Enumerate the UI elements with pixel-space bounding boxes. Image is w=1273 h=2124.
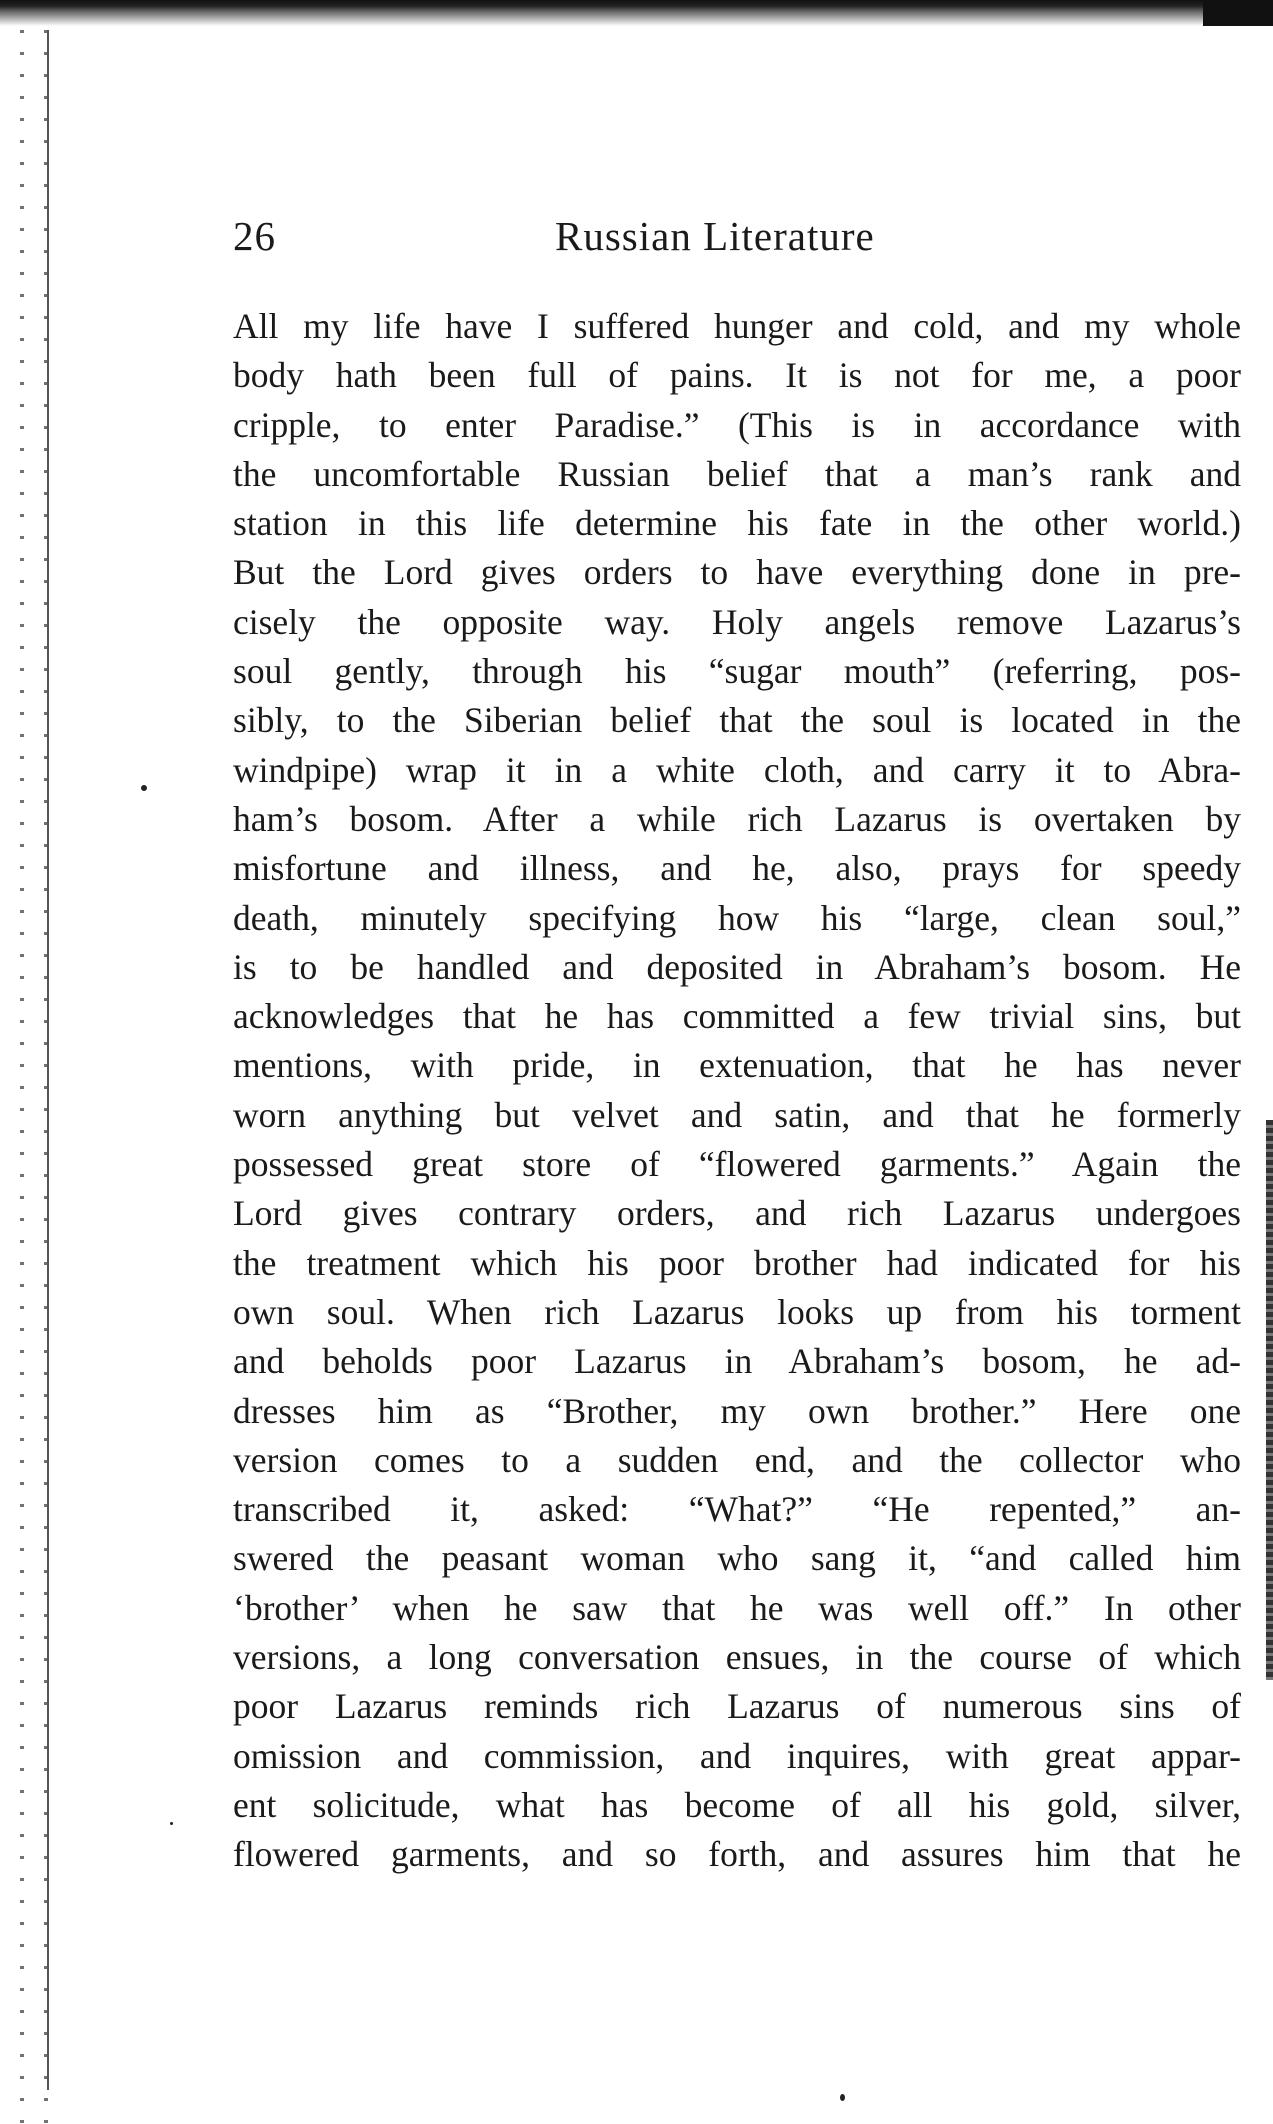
scan-speck: [141, 785, 147, 791]
page-number: 26: [233, 213, 276, 259]
text-line: is to be handled and deposited in Abraham’s bosom. He: [233, 946, 1241, 987]
text-line: acknowledges that he has committed a few trivial sins, but: [233, 996, 1241, 1037]
text-line: misfortune and illness, and he, also, prays for speedy: [233, 848, 1241, 889]
text-line: station in this life determine his fate in the other world.): [233, 503, 1241, 544]
text-line: swered the peasant woman who sang it, “and called him: [233, 1538, 1241, 1579]
text-line: poor Lazarus reminds rich Lazarus of numerous sins of: [233, 1686, 1241, 1727]
text-line: mentions, with pride, in extenuation, that he has never: [233, 1045, 1241, 1086]
text-line: and beholds poor Lazarus in Abraham’s bosom, he ad-: [233, 1341, 1241, 1382]
text-line: dresses him as “Brother, my own brother.” Here one: [233, 1390, 1241, 1431]
text-line: ‘brother’ when he saw that he was well off.” In other: [233, 1587, 1241, 1628]
text-line: the uncomfortable Russian belief that a man’s rank and: [233, 453, 1241, 494]
text-line: versions, a long conversation ensues, in the course of which: [233, 1637, 1241, 1678]
scan-speck: [840, 2094, 845, 2101]
text-line: own soul. When rich Lazarus looks up from his torment: [233, 1291, 1241, 1332]
text-line: cisely the opposite way. Holy angels remove Lazarus’s: [233, 601, 1241, 642]
text-line: possessed great store of “flowered garments.” Again the: [233, 1144, 1241, 1185]
text-line: windpipe) wrap it in a white cloth, and carry it to Abra-: [233, 749, 1241, 790]
scan-speck: [170, 1822, 173, 1825]
body-text: [233, 302, 1241, 1880]
text-line: sibly, to the Siberian belief that the soul is located in the: [233, 700, 1241, 741]
scan-binding-edge: [0, 30, 62, 2124]
text-line: death, minutely specifying how his “large, clean soul,”: [233, 897, 1241, 938]
scan-right-edge: [1266, 1120, 1273, 1680]
text-line: cripple, to enter Paradise.” (This is in accordance with: [233, 404, 1241, 445]
text-line: omission and commission, and inquires, with great appar-: [233, 1735, 1241, 1776]
text-line: Lord gives contrary orders, and rich Lazarus undergoes: [233, 1193, 1241, 1234]
text-line: version comes to a sudden end, and the collector who: [233, 1439, 1241, 1480]
text-line: worn anything but velvet and satin, and that he formerly: [233, 1094, 1241, 1135]
text-line: All my life have I suffered hunger and cold, and my whole: [233, 306, 1241, 346]
text-line: ham’s bosom. After a while rich Lazarus is overtaken by: [233, 798, 1241, 839]
text-line: But the Lord gives orders to have everything done in pre-: [233, 552, 1241, 593]
running-title: Russian Literature: [555, 213, 875, 259]
text-line: transcribed it, asked: “What?” “He repented,” an-: [233, 1489, 1241, 1530]
text-line: ent solicitude, what has become of all his gold, silver,: [233, 1784, 1241, 1825]
scan-top-edge: [0, 0, 1273, 26]
page-header: [233, 212, 933, 272]
text-line: flowered garments, and so forth, and assures him that he: [233, 1834, 1241, 1875]
text-line: body hath been full of pains. It is not for me, a poor: [233, 355, 1241, 396]
scan-binding-rule: [47, 30, 49, 2090]
text-line: soul gently, through his “sugar mouth” (referring, pos-: [233, 651, 1241, 692]
text-line: the treatment which his poor brother had indicated for his: [233, 1242, 1241, 1283]
